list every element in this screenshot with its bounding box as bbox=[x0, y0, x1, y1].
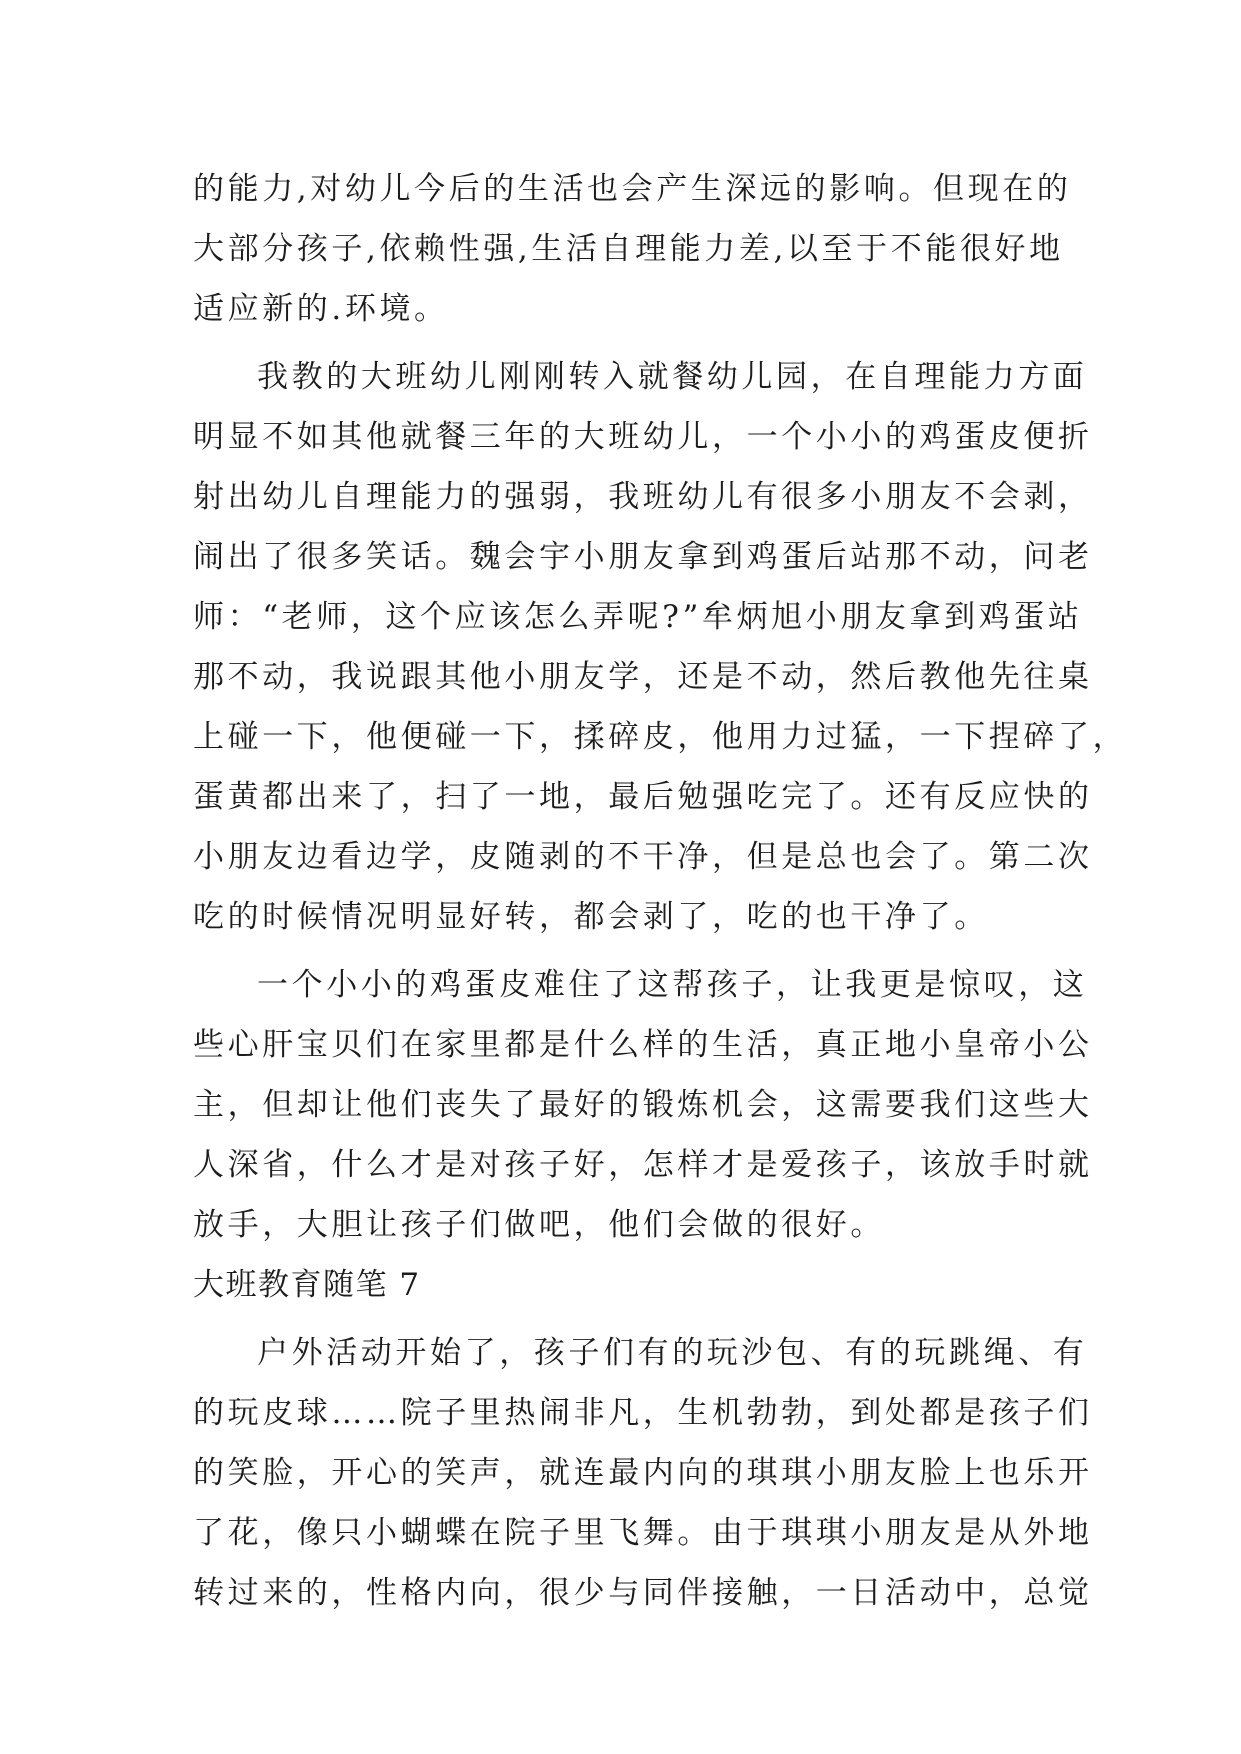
paragraph-reflection bbox=[193, 955, 1093, 1255]
document-body bbox=[193, 159, 1128, 1623]
text-line: 些心肝宝贝们在家里都是什么样的生活，真正地小皇帝小公 bbox=[193, 1027, 1093, 1063]
text-line: 了花，像只小蝴蝶在院子里飞舞。由于琪琪小朋友是从外地 bbox=[193, 1515, 1093, 1551]
text-line: 转过来的，性格内向，很少与同伴接触，一日活动中，总觉 bbox=[193, 1575, 1093, 1611]
text-line: 明显不如其他就餐三年的大班幼儿，一个小小的鸡蛋皮便折 bbox=[193, 419, 1093, 455]
text-line: 师：“老师，这个应该怎么弄呢?”牟炳旭小朋友拿到鸡蛋站 bbox=[193, 599, 1083, 635]
text-line: 小朋友边看边学，皮随剥的不干净，但是总也会了。第二次 bbox=[193, 839, 1093, 875]
text-line: 一个小小的鸡蛋皮难住了这帮孩子，让我更是惊叹，这 bbox=[257, 967, 1088, 1003]
paragraph-continued bbox=[193, 159, 1072, 339]
paragraph-egg-story bbox=[193, 347, 1128, 947]
text-line: 放手，大胆让孩子们做吧，他们会做的很好。 bbox=[193, 1207, 885, 1243]
text-line: 射出幼儿自理能力的强弱，我班幼儿有很多小朋友不会剥， bbox=[193, 479, 1093, 515]
text-line: 适应新的.环境。 bbox=[193, 291, 449, 327]
text-line: 主，但却让他们丧失了最好的锻炼机会，这需要我们这些大 bbox=[193, 1087, 1093, 1123]
text-line: 户外活动开始了，孩子们有的玩沙包、有的玩跳绳、有 bbox=[257, 1335, 1088, 1371]
text-line: 吃的时候情况明显好转，都会剥了，吃的也干净了。 bbox=[193, 899, 989, 935]
text-line: 蛋黄都出来了，扫了一地，最后勉强吃完了。还有反应快的 bbox=[193, 779, 1093, 815]
text-line: 的笑脸，开心的笑声，就连最内向的琪琪小朋友脸上也乐开 bbox=[193, 1455, 1093, 1491]
section-heading: 大班教育随笔 7 bbox=[193, 1267, 421, 1303]
text-line: 大部分孩子,依赖性强,生活自理能力差,以至于不能很好地 bbox=[193, 231, 1064, 267]
text-line: 的玩皮球……院子里热闹非凡，生机勃勃，到处都是孩子们 bbox=[193, 1395, 1093, 1431]
text-line: 人深省，什么才是对孩子好，怎样才是爱孩子，该放手时就 bbox=[193, 1147, 1093, 1183]
text-line: 那不动，我说跟其他小朋友学，还是不动，然后教他先往桌 bbox=[193, 659, 1093, 695]
text-line: 我教的大班幼儿刚刚转入就餐幼儿园，在自理能力方面 bbox=[257, 359, 1088, 395]
paragraph-outdoor-activity bbox=[193, 1323, 1093, 1623]
text-line: 闹出了很多笑话。魏会宇小朋友拿到鸡蛋后站那不动，问老 bbox=[193, 539, 1093, 575]
text-line: 的能力,对幼儿今后的生活也会产生深远的影响。但现在的 bbox=[193, 171, 1072, 207]
text-line: 上碰一下，他便碰一下，揉碎皮，他用力过猛，一下捏碎了， bbox=[193, 719, 1128, 755]
